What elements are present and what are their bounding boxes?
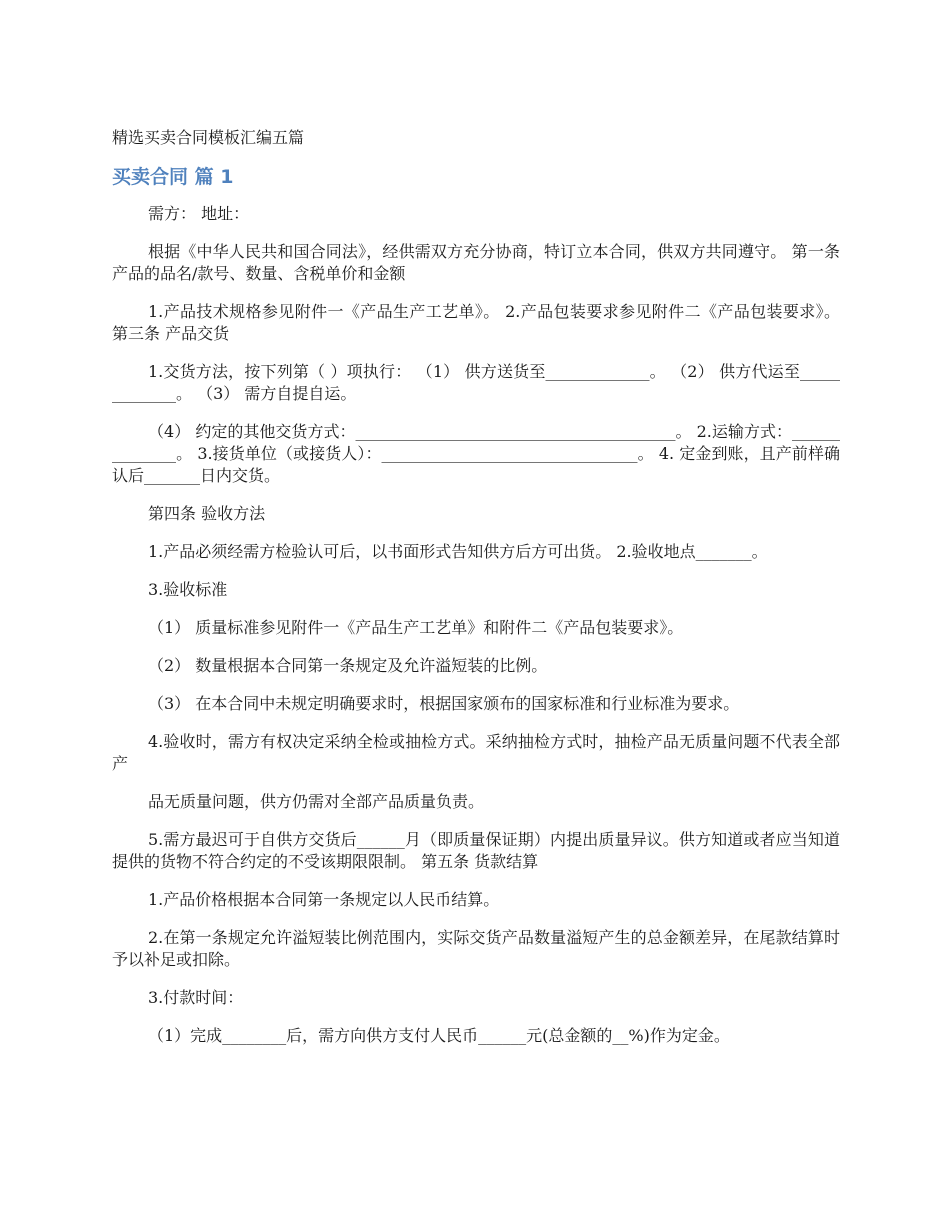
paragraph-payment-time: 3.付款时间：	[148, 988, 244, 1007]
paragraph-delivery-other: （4） 约定的其他交货方式：________________________________________。 2.运输方式：______________。 3.接货单位（或接货人）：________________________________。 4. 定金到账，且产前样确认后_______日内交货。	[112, 422, 840, 485]
paragraph-specs: 1.产品技术规格参见附件一《产品生产工艺单》。 2.产品包装要求参见附件二《产品包装要求》。 第三条 产品交货	[112, 302, 840, 343]
paragraph-article-4: 第四条 验收方法	[148, 504, 266, 523]
paragraph-sampling: 4.验收时，需方有权决定采纳全检或抽检方式。采纳抽检方式时，抽检产品无质量问题不代表全部产	[112, 732, 840, 773]
paragraph-quality-standard: （1） 质量标准参见附件一《产品生产工艺单》和附件二《产品包装要求》。	[148, 618, 684, 637]
paragraph-national-standard: （3） 在本合同中未规定明确要求时，根据国家颁布的国家标准和行业标准为要求。	[148, 694, 740, 713]
paragraph-tolerance: 2.在第一条规定允许溢短装比例范围内，实际交货产品数量溢短产生的总金额差异，在尾款结算时予以补足或扣除。	[112, 928, 840, 969]
paragraph-price: 1.产品价格根据本合同第一条规定以人民币结算。	[148, 890, 500, 909]
paragraph-preamble: 根据《中华人民共和国合同法》，经供需双方充分协商，特订立本合同，供双方共同遵守。 第一条 产品的品名/款号、数量、含税单价和金额	[112, 242, 840, 283]
paragraph-inspection-standard: 3.验收标准	[148, 580, 228, 599]
document-body	[112, 203, 840, 1063]
paragraph-quantity: （2） 数量根据本合同第一条规定及允许溢短装的比例。	[148, 656, 548, 675]
section-heading: 买卖合同 篇 1	[112, 166, 234, 188]
paragraph-parties: 需方： 地址：	[148, 204, 250, 223]
paragraph-inspection-approval: 1.产品必须经需方检验认可后，以书面形式告知供方后方可出货。 2.验收地点_______。	[148, 542, 768, 561]
document-title: 精选买卖合同模板汇编五篇	[112, 128, 305, 147]
paragraph-quality-objection: 5.需方最迟可于自供方交货后______月（即质量保证期）内提出质量异议。供方知道或者应当知道提供的货物不符合约定的不受该期限限制。 第五条 货款结算	[112, 830, 840, 871]
paragraph-sampling-cont: 品无质量问题，供方仍需对全部产品质量负责。	[148, 792, 485, 811]
paragraph-delivery-method: 1.交货方法，按下列第（ ）项执行： （1） 供方送货至_____________。 （2） 供方代运至_____________。 （3） 需方自提自运。	[112, 362, 840, 403]
paragraph-deposit: （1）完成________后，需方向供方支付人民币______元(总金额的__%)作为定金。	[148, 1026, 730, 1045]
